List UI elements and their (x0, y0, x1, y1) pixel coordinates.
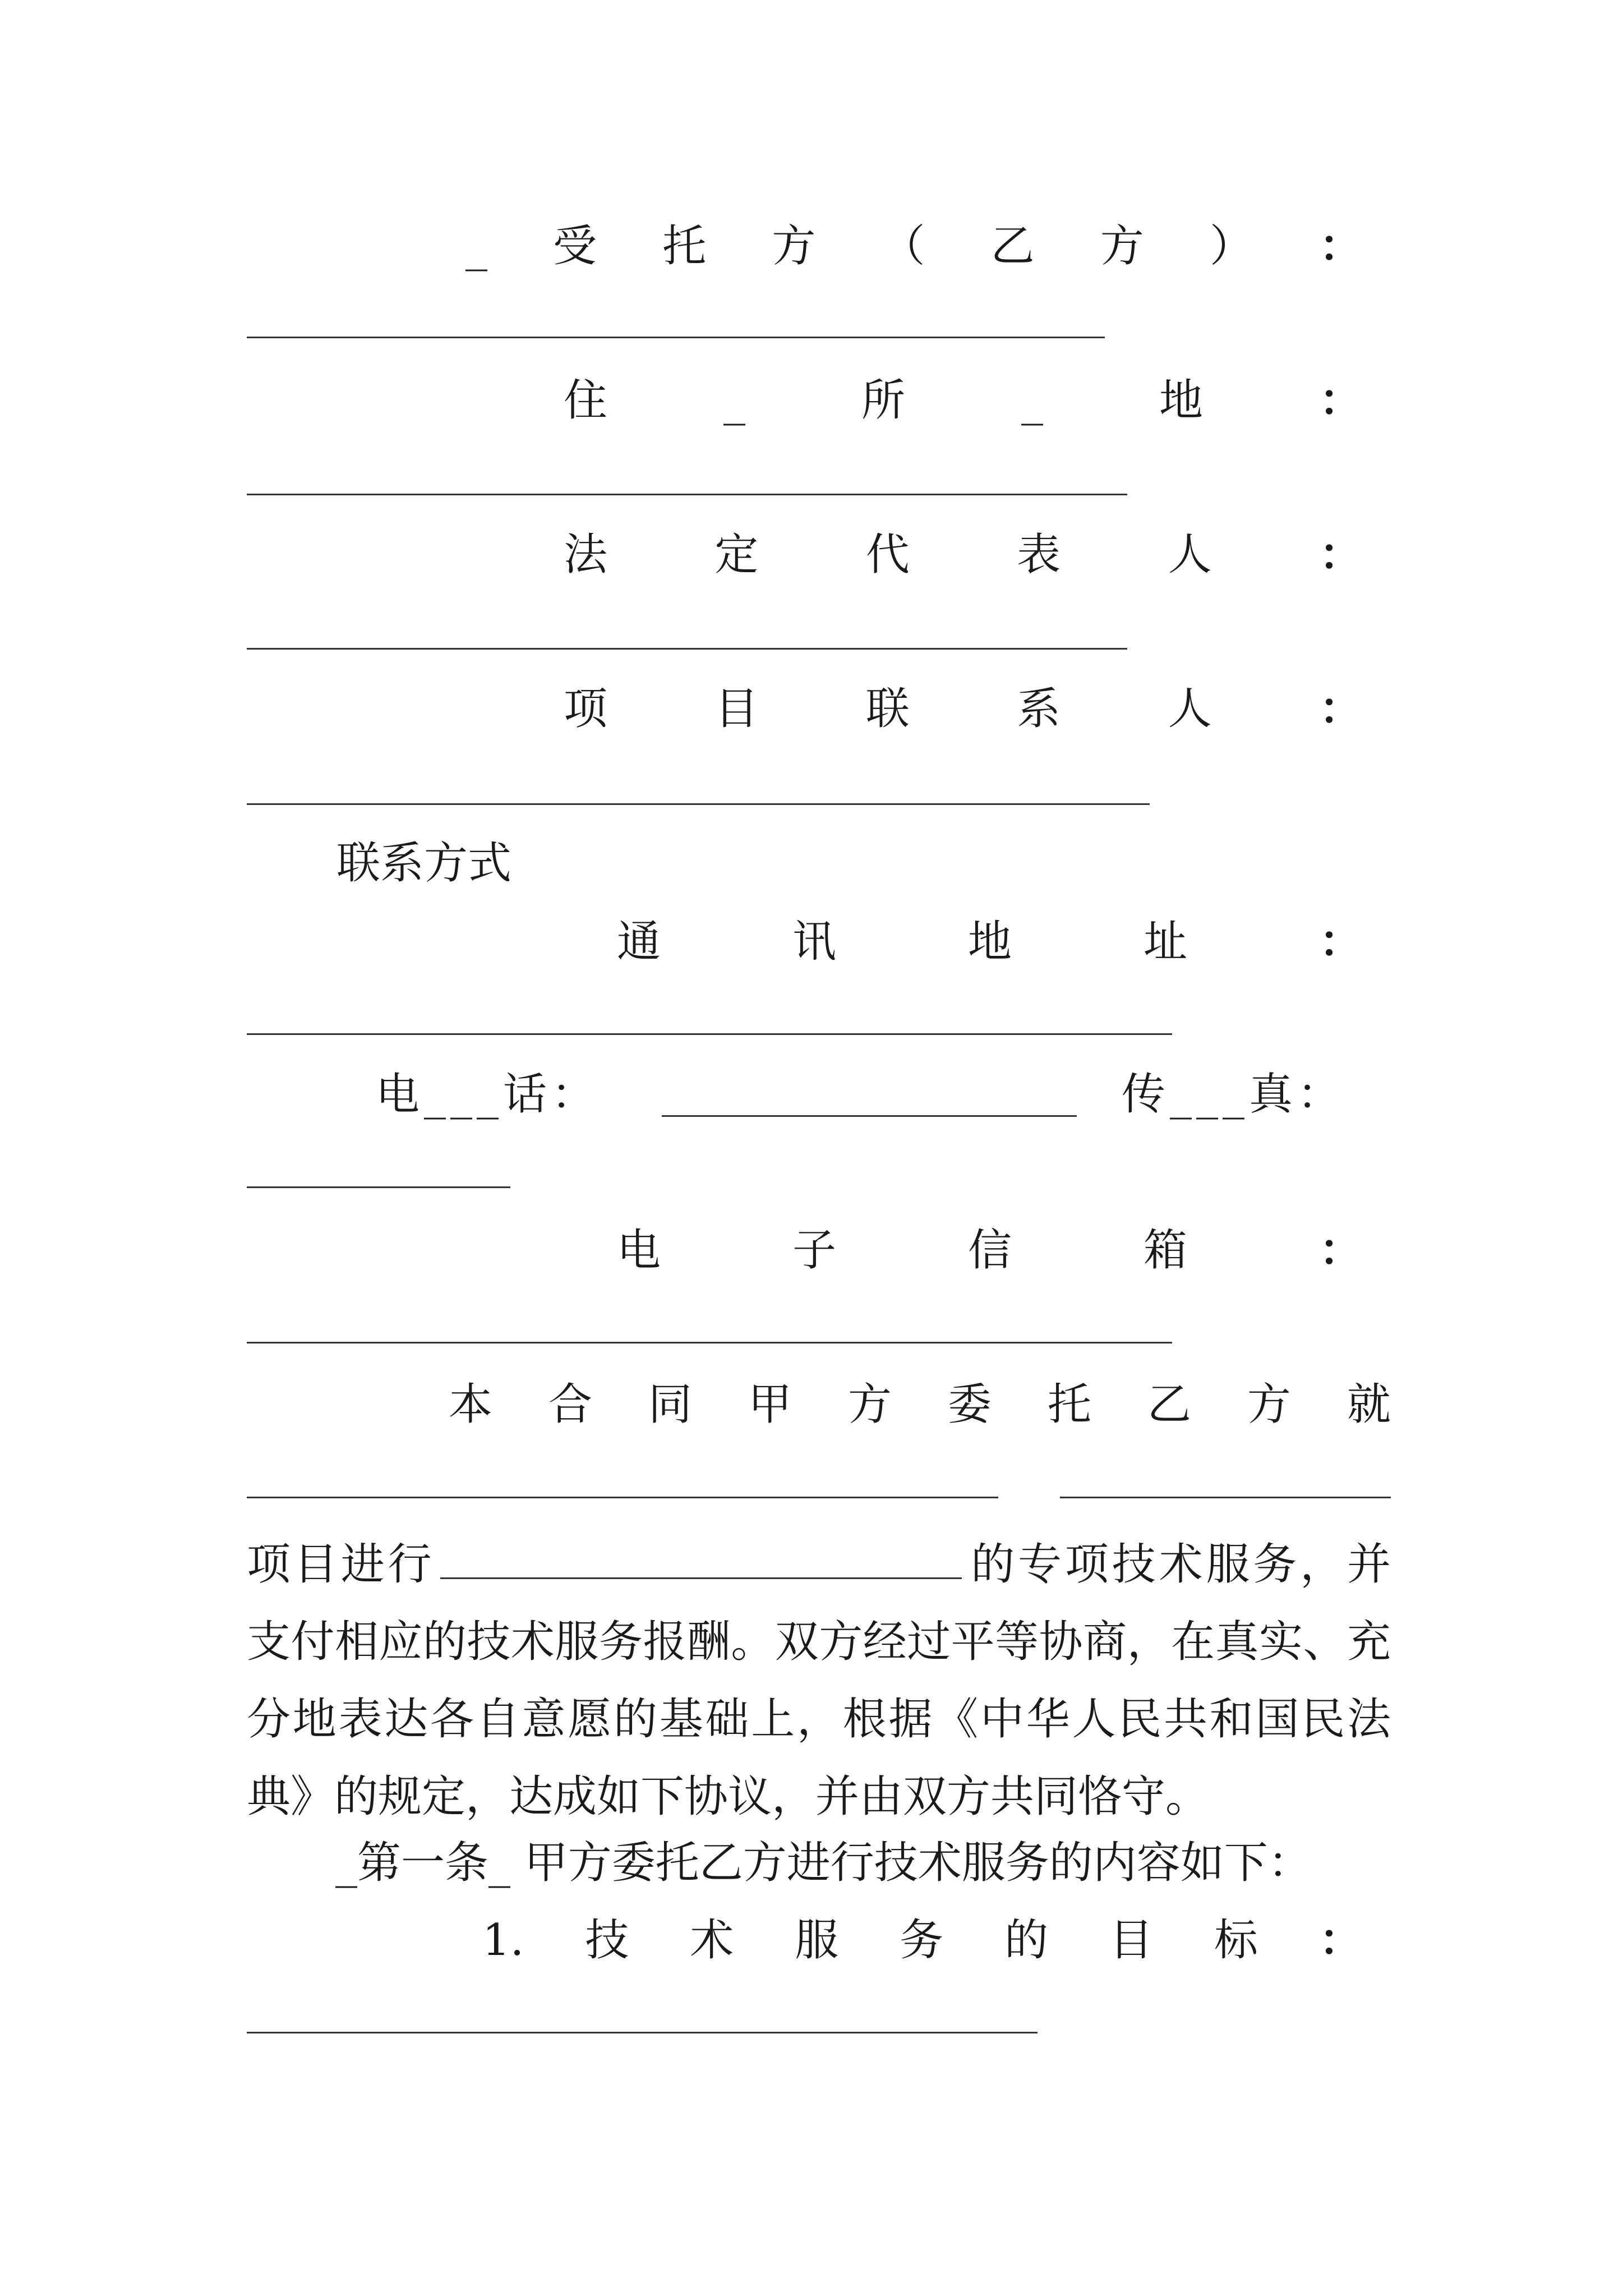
address-char: 所 (861, 375, 905, 426)
project-contact-label (564, 683, 1363, 734)
project-name-blank-line-2[interactable] (1060, 1497, 1391, 1498)
email-label (617, 1225, 1363, 1276)
contract-intro-line (449, 1379, 1391, 1430)
contract-intro-char: 就 (1347, 1379, 1391, 1430)
project-contact-char: 目 (714, 684, 759, 734)
item-1-char: 技 (585, 1915, 629, 1966)
address-colon: ： (1318, 375, 1363, 426)
project-contact-char: 系 (1017, 684, 1061, 734)
legal-rep-blank-line[interactable] (247, 648, 1127, 650)
trustee-char: （ (881, 221, 925, 272)
legal-rep-char: 代 (865, 530, 910, 580)
project-name-blank-line[interactable] (247, 1497, 998, 1498)
contract-paragraph (247, 1526, 1391, 1835)
legal-rep-label (564, 529, 1363, 580)
item-1-char: 术 (690, 1915, 734, 1966)
fax-blank-line[interactable] (247, 1186, 510, 1188)
trustee-char: 托 (662, 221, 707, 272)
mail-address-char: 址 (1143, 917, 1187, 967)
trustee-blank-line[interactable] (247, 337, 1105, 338)
trustee-char: 受 (553, 221, 597, 272)
item-1-char: 的 (1004, 1915, 1049, 1966)
email-char: 电 (617, 1225, 661, 1276)
email-char: 子 (792, 1225, 836, 1276)
email-char: 信 (967, 1225, 1012, 1276)
contract-intro-char: 方 (847, 1379, 892, 1430)
trustee-char: 方 (1100, 221, 1144, 272)
email-blank-line[interactable] (247, 1342, 1172, 1343)
legal-rep-char: 法 (564, 530, 608, 580)
article-1-heading: _第一条_ 甲方委托乙方进行技术服务的内容如下： (335, 1838, 1312, 1888)
address-char: _ (723, 375, 745, 426)
item-1-blank-line[interactable] (247, 2032, 1038, 2033)
project-contact-blank-line[interactable] (247, 803, 1150, 805)
address-label (564, 375, 1363, 426)
contract-intro-char: 同 (648, 1379, 692, 1430)
legal-rep-char: 表 (1017, 530, 1061, 580)
project-contact-char: 联 (865, 684, 910, 734)
mail-address-char: 地 (967, 917, 1012, 967)
contract-intro-char: 乙 (1147, 1379, 1191, 1430)
fax-label: 传___真： (1122, 1069, 1346, 1120)
legal-rep-colon: ： (1318, 529, 1363, 580)
trustee-char: 乙 (990, 221, 1035, 272)
mail-address-char: 讯 (792, 917, 836, 967)
trustee-char: ） (1209, 221, 1253, 272)
email-colon: ： (1318, 1225, 1363, 1276)
project-contact-char: 人 (1168, 684, 1212, 734)
item-1-colon: ： (1318, 1915, 1363, 1966)
address-char: 地 (1159, 375, 1203, 426)
phone-label: 电___话： (376, 1069, 600, 1120)
item-1-char: 目 (1109, 1915, 1154, 1966)
item-1-char: 标 (1214, 1915, 1258, 1966)
contract-intro-char: 本 (449, 1379, 493, 1430)
address-char: _ (1021, 375, 1043, 426)
item-1-number: 1. (482, 1915, 524, 1966)
trustee-char: _ (465, 221, 487, 272)
contract-intro-char: 托 (1047, 1379, 1091, 1430)
project-contact-colon: ： (1318, 683, 1363, 734)
mail-address-char: 通 (617, 917, 661, 967)
mail-address-blank-line[interactable] (247, 1033, 1172, 1035)
project-contact-char: 项 (564, 684, 608, 734)
email-char: 箱 (1143, 1225, 1187, 1276)
contract-intro-char: 合 (548, 1379, 592, 1430)
legal-rep-char: 人 (1168, 530, 1212, 580)
paragraph-suffix: 的专项技术服务，并支付相应的技术服务报酬。双方经过平等协商，在真实、充分地表达各自意愿的基础上，根据《中华人民共和国民法典》的规定，达成如下协议，并由双方共同恪守。 (247, 1539, 1391, 1822)
item-1-char: 服 (795, 1915, 839, 1966)
mail-address-label (617, 916, 1363, 967)
trustee-label (465, 220, 1363, 272)
item-1-char: 务 (900, 1915, 944, 1966)
legal-rep-char: 定 (714, 530, 759, 580)
contract-intro-char: 甲 (748, 1379, 792, 1430)
service-blank-line[interactable] (440, 1540, 962, 1579)
item-1-label (482, 1915, 1363, 1966)
contact-method-heading: 联系方式 (336, 838, 512, 889)
address-char: 住 (564, 375, 608, 426)
trustee-char: 方 (772, 221, 816, 272)
phone-blank-line[interactable] (662, 1115, 1077, 1117)
address-blank-line[interactable] (247, 494, 1127, 495)
trustee-colon: ： (1318, 220, 1363, 272)
contract-intro-char: 委 (947, 1379, 992, 1430)
contract-intro-char: 方 (1247, 1379, 1291, 1430)
paragraph-prefix: 项目进行 (247, 1539, 435, 1590)
mail-address-colon: ： (1318, 916, 1363, 967)
